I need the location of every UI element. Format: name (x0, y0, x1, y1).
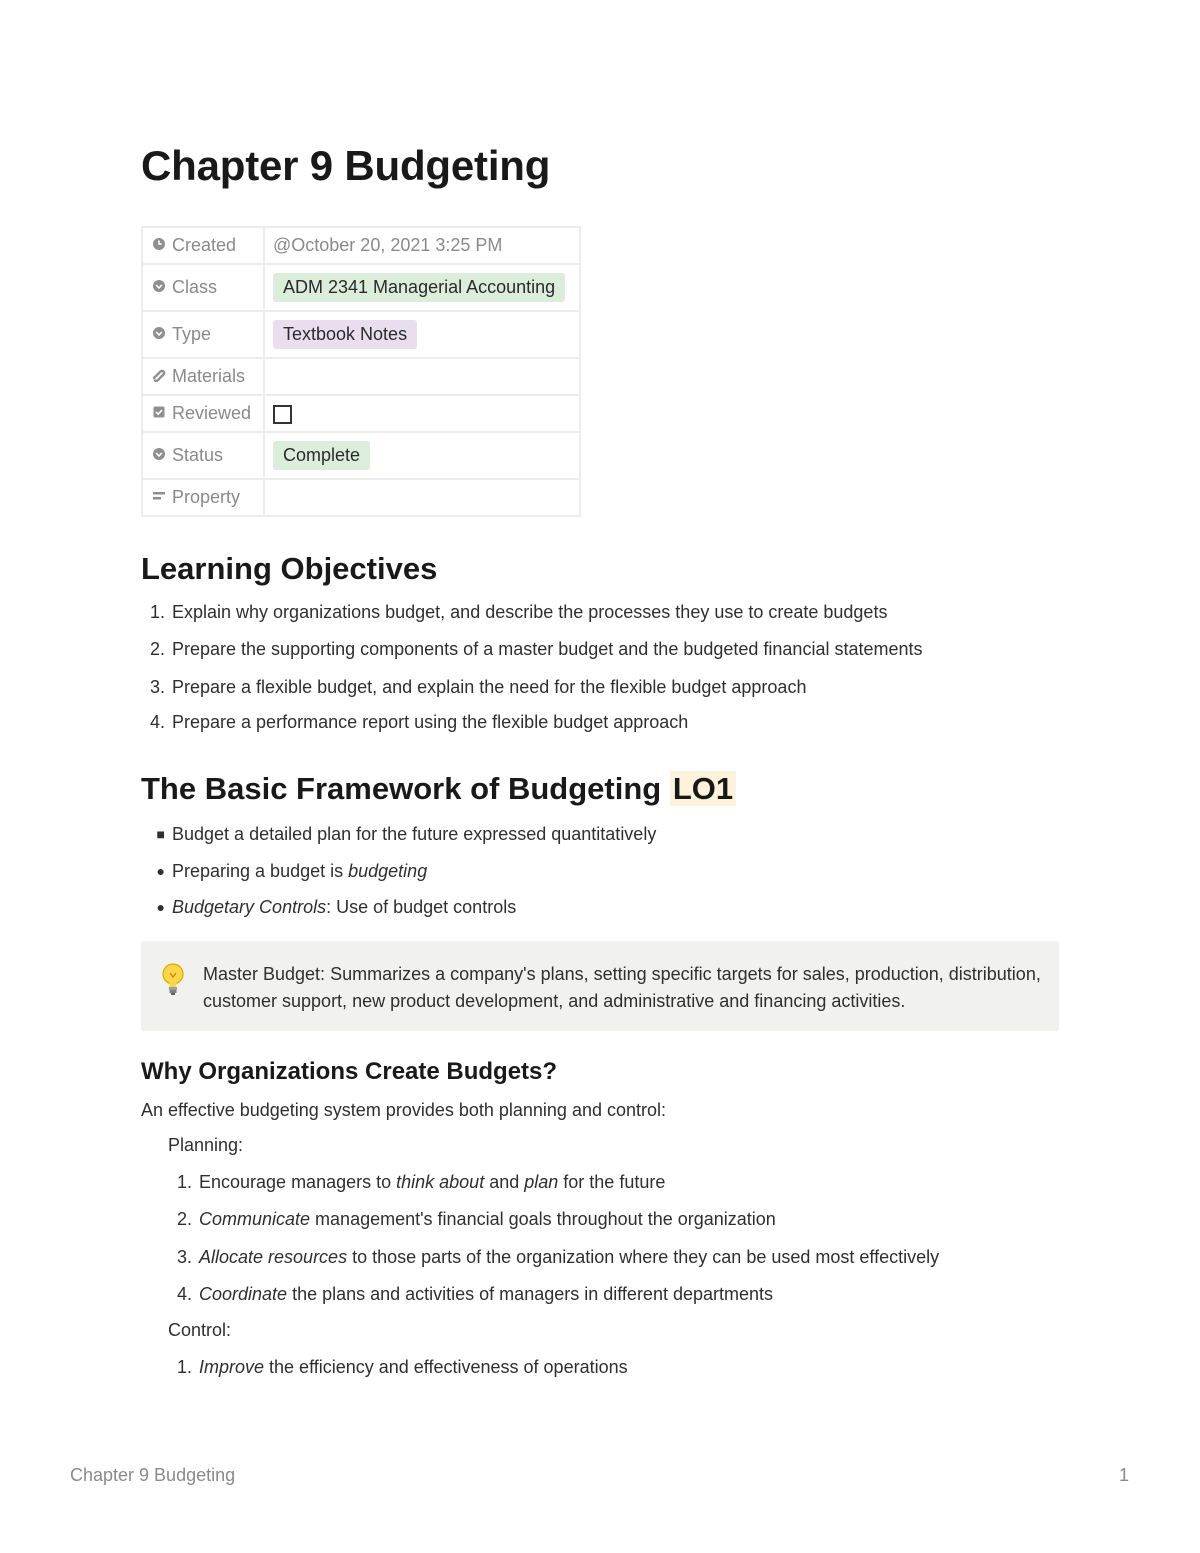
property-value[interactable] (264, 479, 580, 516)
list-item: 1. Improve the efficiency and effectiveness of operations (176, 1357, 628, 1377)
paperclip-icon (151, 368, 166, 385)
list-item: ● Budgetary Controls: Use of budget controls (156, 897, 517, 917)
list-item: 4. Prepare a performance report using the flexible budget approach (149, 712, 689, 732)
class-tag[interactable]: ADM 2341 Managerial Accounting (273, 273, 565, 302)
property-row-status (142, 432, 580, 479)
list-item: 1. Encourage managers to think about and plan for the future (176, 1172, 666, 1192)
property-row-property (142, 479, 580, 516)
lightbulb-icon (161, 963, 185, 997)
list-item: 2. Prepare the supporting components of a master budget and the budgeted financial statements (149, 639, 923, 659)
list-item: 2. Communicate management's financial goals throughout the organization (176, 1209, 776, 1229)
property-row-type (142, 311, 580, 358)
select-icon (151, 447, 166, 464)
list-item: 3. Prepare a flexible budget, and explain the need for the flexible budget approach (149, 677, 807, 697)
property-key-class: Class (172, 277, 218, 297)
checkbox-icon (151, 405, 166, 422)
property-key-property: Property (172, 487, 241, 507)
why-intro-text: An effective budgeting system provides both planning and control: (141, 1100, 667, 1120)
materials-value[interactable] (264, 358, 580, 395)
lo1-highlight: LO1 (670, 771, 736, 806)
control-label: Control: (168, 1320, 232, 1340)
select-icon (151, 326, 166, 343)
list-item: ● Preparing a budget is budgeting (156, 861, 428, 881)
text-icon (151, 489, 166, 506)
status-badge[interactable]: Complete (273, 441, 370, 470)
callout-text: Master Budget: Summarizes a company's plans, setting specific targets for sales, production, distribution, customer support, new product development, and administrative and financing activities. (203, 964, 1041, 1011)
footer-title: Chapter 9 Budgeting (70, 1465, 236, 1485)
clock-icon (151, 237, 166, 254)
properties-table (141, 226, 581, 517)
property-row-created (142, 227, 580, 264)
list-item: 4. Coordinate the plans and activities of managers in different departments (176, 1284, 774, 1304)
property-key-status: Status (172, 445, 224, 465)
property-row-class (142, 264, 580, 311)
property-key-reviewed: Reviewed (172, 403, 252, 423)
learning-objectives-heading: Learning Objectives (141, 551, 438, 586)
list-item: ■ Budget a detailed plan for the future expressed quantitatively (156, 824, 657, 844)
select-icon (151, 279, 166, 296)
property-key-type: Type (172, 324, 212, 344)
created-date-value[interactable]: @October 20, 2021 3:25 PM (264, 227, 580, 264)
planning-label: Planning: (168, 1135, 244, 1155)
why-budgets-heading: Why Organizations Create Budgets? (141, 1058, 558, 1085)
property-row-materials (142, 358, 580, 395)
property-key-created: Created (172, 235, 237, 255)
list-item: 1. Explain why organizations budget, and describe the processes they use to create budgets (149, 602, 888, 622)
list-item: 3. Allocate resources to those parts of the organization where they can be used most effectively (176, 1247, 940, 1267)
reviewed-checkbox[interactable] (273, 405, 292, 424)
page-number: 1 (1118, 1465, 1129, 1485)
page-title: Chapter 9 Budgeting (141, 142, 551, 189)
property-row-reviewed (142, 395, 580, 432)
framework-heading: The Basic Framework of Budgeting LO1 (141, 771, 736, 807)
property-key-materials: Materials (172, 366, 246, 386)
master-budget-callout (141, 941, 1059, 1031)
type-tag[interactable]: Textbook Notes (273, 320, 417, 349)
